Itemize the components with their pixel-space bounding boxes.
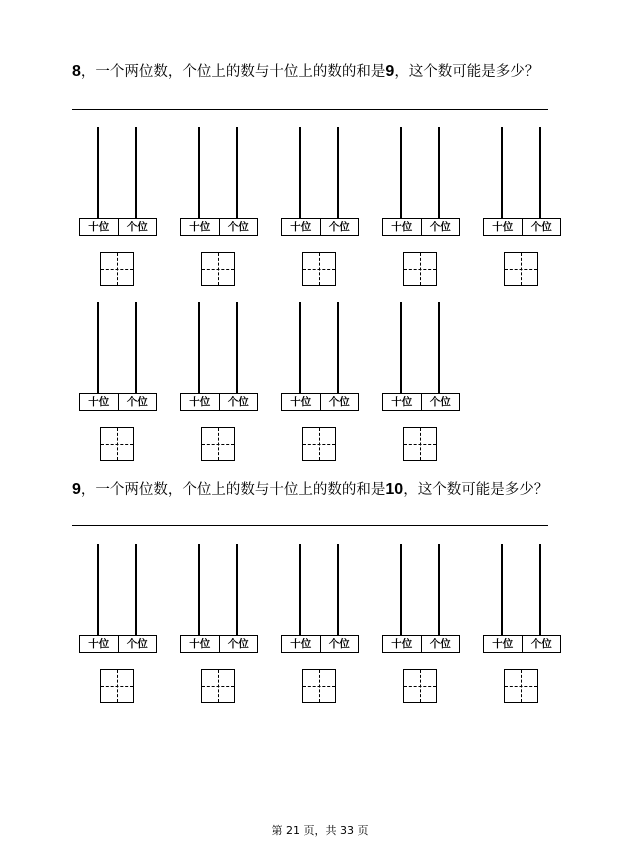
question-8 (72, 60, 539, 81)
ones-label: 个位 (227, 638, 249, 650)
answer-box[interactable] (201, 252, 235, 286)
ones-label: 个位 (530, 221, 552, 233)
ones-label: 个位 (429, 221, 451, 233)
ones-rod (337, 544, 339, 637)
abacus-base (79, 218, 157, 236)
guide-line-horizontal (303, 686, 335, 687)
answer-box[interactable] (403, 669, 437, 703)
tens-rod (299, 302, 301, 395)
tens-rod (198, 544, 200, 637)
ones-label: 个位 (227, 396, 249, 408)
guide-line-horizontal (404, 686, 436, 687)
ones-label: 个位 (328, 221, 350, 233)
abacus-base (483, 218, 561, 236)
answer-box[interactable] (100, 252, 134, 286)
guide-line-horizontal (404, 444, 436, 445)
question-text: ，一个两位数，个位上的数与十位上的数的和是 (80, 482, 386, 498)
question-number: 9 (72, 481, 81, 498)
answer-box[interactable] (100, 669, 134, 703)
ones-rod (135, 302, 137, 395)
ones-rod (236, 127, 238, 220)
tens-label: 十位 (80, 219, 119, 235)
ones-label: 个位 (429, 396, 451, 408)
abacus-base (382, 635, 460, 653)
abacus-base (79, 393, 157, 411)
tens-label: 十位 (80, 394, 119, 410)
abacus-base (79, 635, 157, 653)
answer-line[interactable] (72, 109, 548, 110)
tens-label: 十位 (80, 636, 119, 652)
guide-line-horizontal (202, 444, 234, 445)
abacus (281, 127, 361, 267)
abacus (382, 302, 462, 442)
guide-line-horizontal (303, 269, 335, 270)
answer-box[interactable] (201, 427, 235, 461)
answer-box[interactable] (302, 669, 336, 703)
tens-rod (501, 127, 503, 220)
answer-box[interactable] (504, 669, 538, 703)
guide-line-horizontal (202, 686, 234, 687)
ones-rod (236, 302, 238, 395)
ones-rod (337, 127, 339, 220)
ones-rod (135, 544, 137, 637)
abacus (79, 302, 159, 442)
tens-label: 十位 (282, 394, 321, 410)
abacus (483, 544, 563, 684)
tens-label: 十位 (282, 219, 321, 235)
abacus (79, 127, 159, 267)
ones-rod (236, 544, 238, 637)
tens-label: 十位 (181, 219, 220, 235)
abacus-base (483, 635, 561, 653)
abacus (382, 127, 462, 267)
abacus (180, 127, 260, 267)
answer-box[interactable] (201, 669, 235, 703)
abacus-base (382, 393, 460, 411)
abacus (79, 544, 159, 684)
ones-label: 个位 (126, 638, 148, 650)
page-footer: 第 21 页，共 33 页 (271, 824, 369, 837)
ones-rod (337, 302, 339, 395)
tens-rod (97, 127, 99, 220)
tens-rod (400, 544, 402, 637)
question-number: 8 (72, 63, 81, 80)
tens-label: 十位 (484, 219, 523, 235)
ones-rod (438, 302, 440, 395)
ones-rod (539, 127, 541, 220)
ones-label: 个位 (126, 396, 148, 408)
question-sum: 10 (385, 481, 404, 498)
ones-label: 个位 (429, 638, 451, 650)
question-text-end: ，这个数可能是多少？ (394, 64, 540, 80)
abacus (382, 544, 462, 684)
ones-rod (438, 127, 440, 220)
ones-label: 个位 (328, 396, 350, 408)
abacus-base (382, 218, 460, 236)
ones-label: 个位 (227, 221, 249, 233)
answer-box[interactable] (403, 252, 437, 286)
abacus-base (281, 218, 359, 236)
tens-label: 十位 (383, 636, 422, 652)
abacus-base (180, 635, 258, 653)
question-sum: 9 (385, 63, 395, 80)
question-text: ，一个两位数，个位上的数与十位上的数的和是 (80, 64, 386, 80)
guide-line-horizontal (202, 269, 234, 270)
guide-line-horizontal (101, 269, 133, 270)
answer-box[interactable] (100, 427, 134, 461)
ones-label: 个位 (126, 221, 148, 233)
abacus (180, 302, 260, 442)
answer-box[interactable] (302, 427, 336, 461)
abacus-base (281, 635, 359, 653)
tens-label: 十位 (383, 394, 422, 410)
guide-line-horizontal (505, 686, 537, 687)
tens-label: 十位 (181, 636, 220, 652)
ones-label: 个位 (530, 638, 552, 650)
guide-line-horizontal (505, 269, 537, 270)
tens-rod (97, 302, 99, 395)
abacus (281, 544, 361, 684)
abacus-base (281, 393, 359, 411)
answer-box[interactable] (403, 427, 437, 461)
tens-rod (299, 127, 301, 220)
guide-line-horizontal (404, 269, 436, 270)
guide-line-horizontal (101, 686, 133, 687)
ones-rod (539, 544, 541, 637)
tens-label: 十位 (282, 636, 321, 652)
ones-rod (438, 544, 440, 637)
answer-box[interactable] (504, 252, 538, 286)
abacus (281, 302, 361, 442)
answer-box[interactable] (302, 252, 336, 286)
abacus (483, 127, 563, 267)
tens-rod (198, 127, 200, 220)
ones-rod (135, 127, 137, 220)
tens-rod (501, 544, 503, 637)
tens-rod (400, 127, 402, 220)
abacus-base (180, 218, 258, 236)
guide-line-horizontal (101, 444, 133, 445)
tens-rod (198, 302, 200, 395)
tens-rod (97, 544, 99, 637)
tens-label: 十位 (484, 636, 523, 652)
tens-rod (299, 544, 301, 637)
abacus (180, 544, 260, 684)
question-9 (72, 478, 548, 499)
answer-line[interactable] (72, 525, 548, 526)
question-text-end: ，这个数可能是多少？ (403, 482, 549, 498)
abacus-base (180, 393, 258, 411)
guide-line-horizontal (303, 444, 335, 445)
ones-label: 个位 (328, 638, 350, 650)
tens-rod (400, 302, 402, 395)
tens-label: 十位 (181, 394, 220, 410)
tens-label: 十位 (383, 219, 422, 235)
